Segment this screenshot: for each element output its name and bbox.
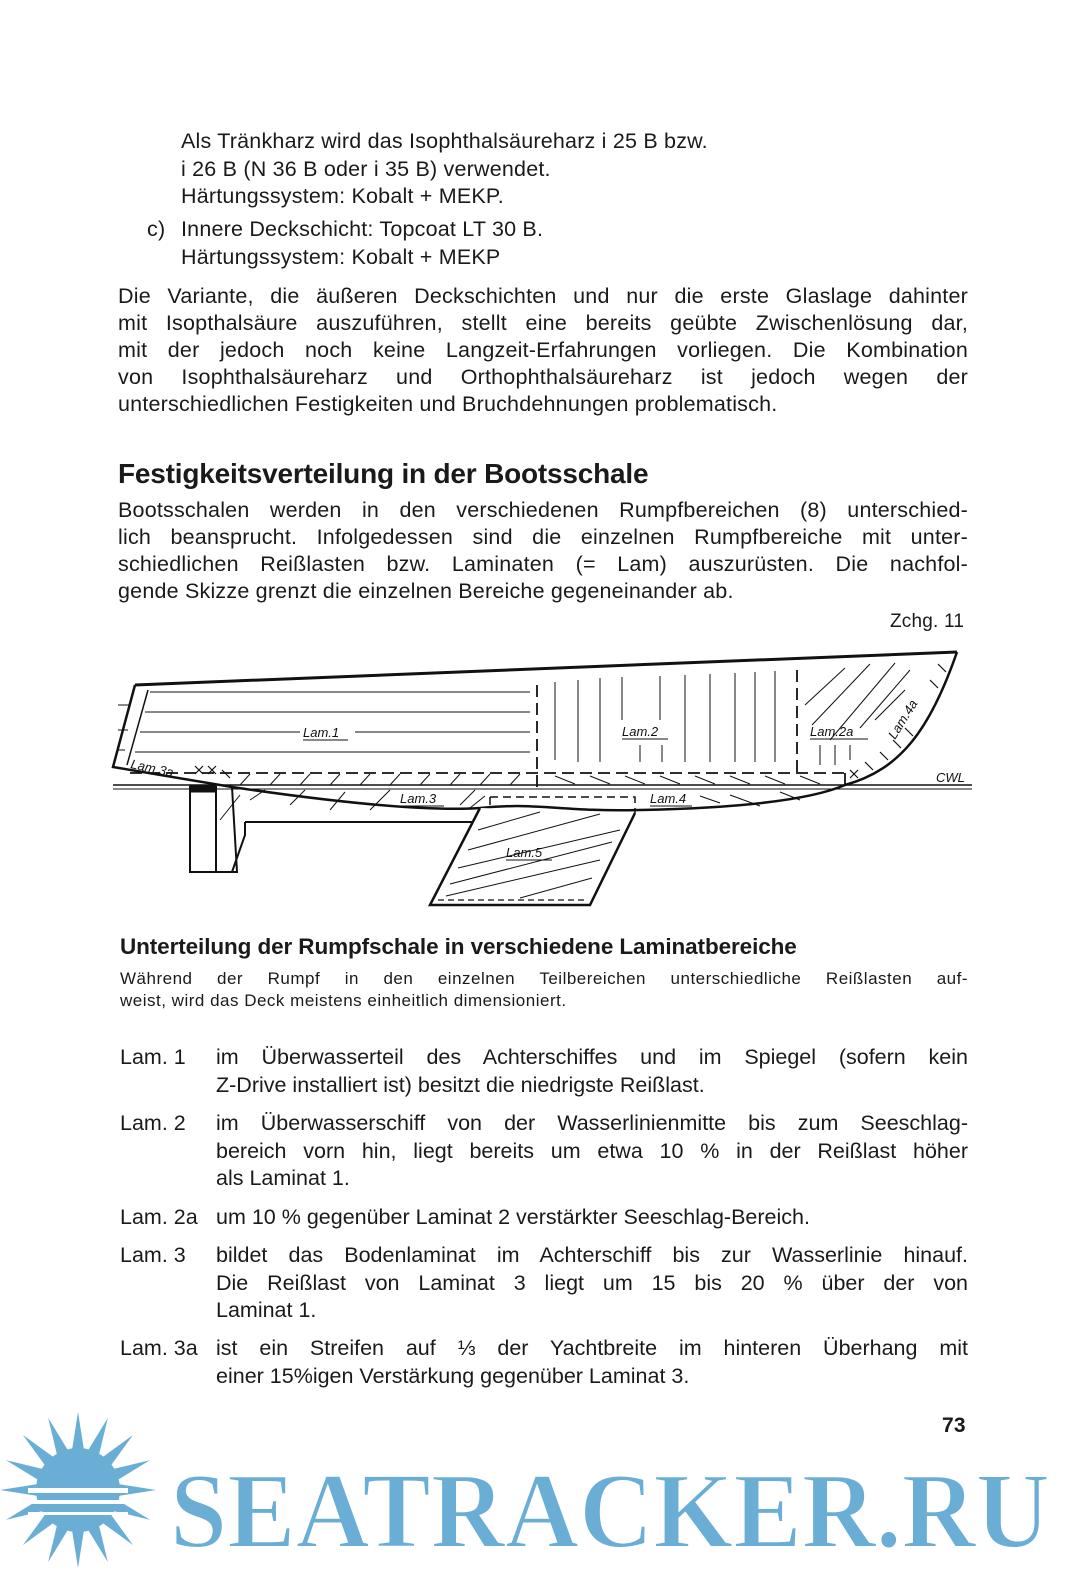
label-lam1: Lam.1 xyxy=(303,725,340,740)
text-line: Bootsschalen werden in den verschiedenen Rumpfbereichen (8) unterschied- xyxy=(118,498,968,522)
text-line: Die Reißlast von Laminat 3 liegt um 15 bis 20 % über der von xyxy=(216,1270,968,1295)
text-line: bildet das Bodenlaminat im Achterschiff bis zur Wasserlinie hinauf. xyxy=(216,1243,968,1267)
text-line: ist ein Streifen auf ⅓ der Yachtbreite im hinteren Überhang mit xyxy=(216,1336,968,1360)
item-label: Lam. 3a xyxy=(120,1336,198,1360)
region-dividers xyxy=(130,670,845,790)
text-line: um 10 % gegenüber Laminat 2 verstärkter Seeschlag-Bereich. xyxy=(216,1205,810,1229)
caption-line: weist, wird das Deck meistens einheitlich dimensioniert. xyxy=(120,991,567,1010)
watermark-text: SEATRACKER.RU xyxy=(170,1452,1050,1571)
lam2-hatch xyxy=(555,671,775,762)
intro-line: i 26 B (N 36 B oder i 35 B) verwendet. xyxy=(181,157,551,181)
label-lam5: Lam.5 xyxy=(506,845,543,860)
label-cwl: CWL xyxy=(936,770,965,785)
item-label: Lam. 3 xyxy=(120,1243,186,1267)
intro-line: Härtungssystem: Kobalt + MEKP xyxy=(181,245,501,269)
lam2a-hatch xyxy=(805,663,910,765)
text-line: im Überwasserschiff von der Wasserlinienmitte bis zum Seeschlag- xyxy=(216,1111,968,1135)
label-lam2a: Lam.2a xyxy=(810,724,854,739)
text-line: von Isophthalsäureharz und Orthophthalsäureharz ist jedoch wegen der xyxy=(118,365,968,389)
label-lam2: Lam.2 xyxy=(622,724,659,739)
figure-caption-title: Unterteilung der Rumpfschale in verschiedene Laminatbereiche xyxy=(120,934,797,959)
item-label: Lam. 2 xyxy=(120,1111,186,1135)
text-line: gende Skizze grenzt die einzelnen Bereiche gegeneinander ab. xyxy=(118,579,734,603)
caption-line: Während der Rumpf in den einzelnen Teilbereichen unterschiedliche Reißlasten auf- xyxy=(120,969,968,988)
text-line: Die Variante, die äußeren Deckschichten und nur die erste Glaslage dahinter xyxy=(118,284,968,308)
intro-line: Als Tränkharz wird das Isophthalsäureharz i 25 B bzw. xyxy=(181,129,708,153)
label-lam4: Lam.4 xyxy=(650,791,687,806)
text-line: schiedlichen Reißlasten bzw. Laminaten (= Lam) auszurüsten. Die nachfol- xyxy=(118,552,968,576)
list-marker-c: c) xyxy=(147,217,166,241)
label-lam4a: Lam.4a xyxy=(884,696,921,742)
item-label: Lam. 1 xyxy=(120,1045,186,1069)
lam3a-lam4a-marks xyxy=(195,664,946,778)
text-line: lich beansprucht. Infolgedessen sind die einzelnen Rumpfbereiche mit unter- xyxy=(118,525,968,549)
text-line: mit Isopthalsäure auszuführen, stellt eine bereits geübte Zwischenlösung dar, xyxy=(118,311,968,335)
item-label: Lam. 2a xyxy=(120,1205,198,1229)
page-number: 73 xyxy=(942,1414,966,1437)
text-line: unterschiedlichen Festigkeiten und Bruchdehnungen problematisch. xyxy=(118,392,778,416)
lam1-hatch xyxy=(117,692,530,752)
intro-line: Härtungssystem: Kobalt + MEKP. xyxy=(181,184,504,208)
text-line: einer 15%igen Verstärkung gegenüber Laminat 3. xyxy=(216,1363,690,1388)
intro-line: Innere Deckschicht: Topcoat LT 30 B. xyxy=(181,217,544,241)
text-line: im Überwasserteil des Achterschiffes und im Spiegel (sofern kein xyxy=(216,1045,968,1069)
text-line: als Laminat 1. xyxy=(216,1166,350,1190)
figure-reference: Zchg. 11 xyxy=(890,611,965,632)
sun-logo-icon xyxy=(0,1412,156,1568)
text-line: Laminat 1. xyxy=(216,1298,317,1322)
text-line: bereich vorn hin, liegt bereits um etwa 10 % in der Reißlast höher xyxy=(216,1138,968,1163)
text-line: Z-Drive installiert ist) besitzt die niedrigste Reißlast. xyxy=(216,1072,705,1097)
label-lam3: Lam.3 xyxy=(400,791,437,806)
label-lam3a: Lam.3a xyxy=(129,756,175,780)
section-title: Festigkeitsverteilung in der Bootsschale xyxy=(118,458,649,489)
text-line: mit der jedoch noch keine Langzeit-Erfahrungen vorliegen. Die Kombination xyxy=(118,338,968,362)
